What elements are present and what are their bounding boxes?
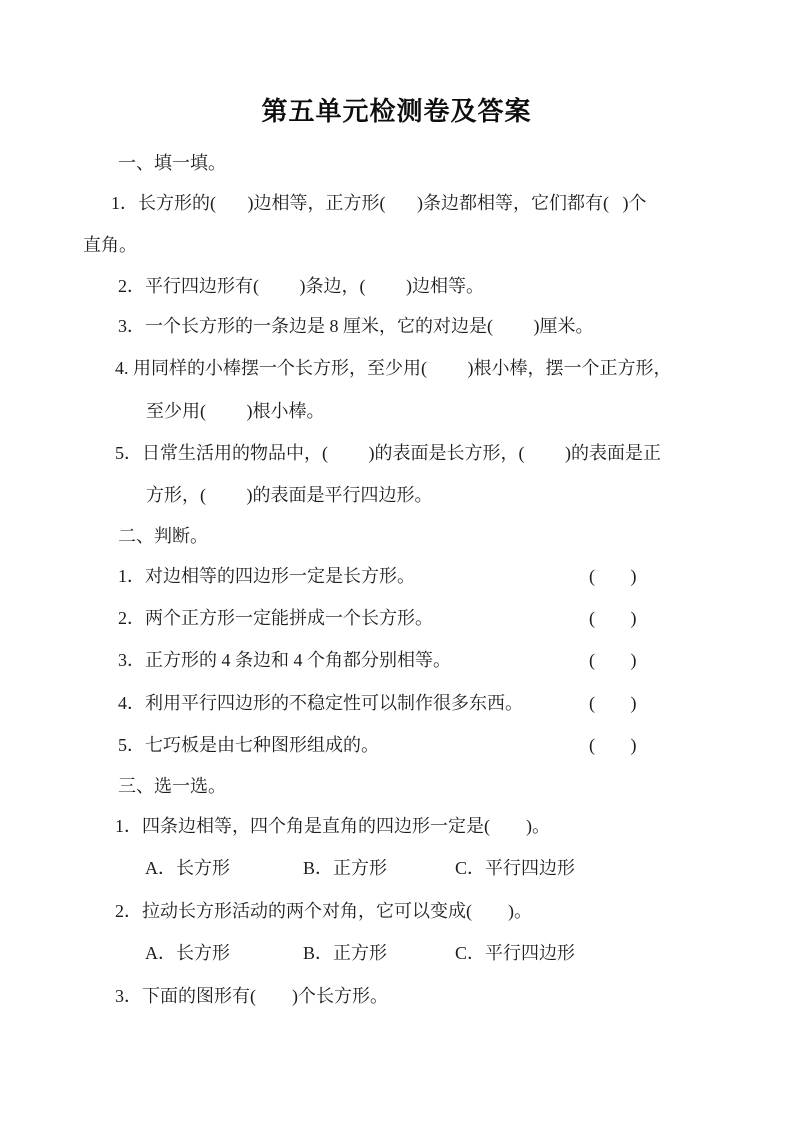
section-fill-heading: 一、填一填。 bbox=[118, 153, 226, 173]
judge-q3-answer-blank: ( ) bbox=[589, 650, 637, 670]
fill-q3: 3．一个长方形的一条边是 8 厘米，它的对边是( )厘米。 bbox=[118, 316, 594, 336]
judge-q1-text: 1．对边相等的四边形一定是长方形。 bbox=[118, 566, 415, 586]
choose-q1-text: 1．四条边相等，四个角是直角的四边形一定是( )。 bbox=[115, 816, 550, 836]
page-title: 第五单元检测卷及答案 bbox=[261, 96, 532, 126]
choose-q1-option-c: C．平行四边形 bbox=[455, 858, 576, 878]
judge-q2-text: 2．两个正方形一定能拼成一个长方形。 bbox=[118, 608, 433, 628]
judge-q3-text: 3．正方形的 4 条边和 4 个角都分别相等。 bbox=[118, 650, 451, 670]
fill-q4-line1: 4. 用同样的小棒摆一个长方形，至少用( )根小棒，摆一个正方形， bbox=[115, 358, 672, 378]
section-choose-heading: 三、选一选。 bbox=[118, 776, 226, 796]
section-judge-heading: 二、判断。 bbox=[118, 526, 208, 546]
choose-q1-option-a: A．长方形 bbox=[145, 858, 230, 878]
fill-q5-line1: 5．日常生活用的物品中，( )的表面是长方形，( )的表面是正 bbox=[115, 443, 661, 463]
judge-q5-text: 5．七巧板是由七种图形组成的。 bbox=[118, 735, 379, 755]
choose-q2-option-c: C．平行四边形 bbox=[455, 943, 576, 963]
choose-q2-option-b: B．正方形 bbox=[303, 943, 388, 963]
judge-q4-answer-blank: ( ) bbox=[589, 693, 637, 713]
judge-q1-answer-blank: ( ) bbox=[589, 566, 637, 586]
fill-q1-line2: 直角。 bbox=[83, 235, 137, 255]
fill-q2: 2．平行四边形有( )条边，( )边相等。 bbox=[118, 276, 484, 296]
fill-q1-line1: 1．长方形的( )边相等，正方形( )条边都相等，它们都有( )个 bbox=[111, 193, 647, 213]
choose-q2-text: 2．拉动长方形活动的两个对角，它可以变成( )。 bbox=[115, 901, 532, 921]
judge-q4-text: 4．利用平行四边形的不稳定性可以制作很多东西。 bbox=[118, 693, 523, 713]
choose-q3-text: 3．下面的图形有( )个长方形。 bbox=[115, 986, 388, 1006]
fill-q4-line2: 至少用( )根小棒。 bbox=[146, 401, 325, 421]
judge-q5-answer-blank: ( ) bbox=[589, 735, 637, 755]
fill-q5-line2: 方形，( )的表面是平行四边形。 bbox=[146, 485, 433, 505]
choose-q2-option-a: A．长方形 bbox=[145, 943, 230, 963]
judge-q2-answer-blank: ( ) bbox=[589, 608, 637, 628]
choose-q1-option-b: B．正方形 bbox=[303, 858, 388, 878]
